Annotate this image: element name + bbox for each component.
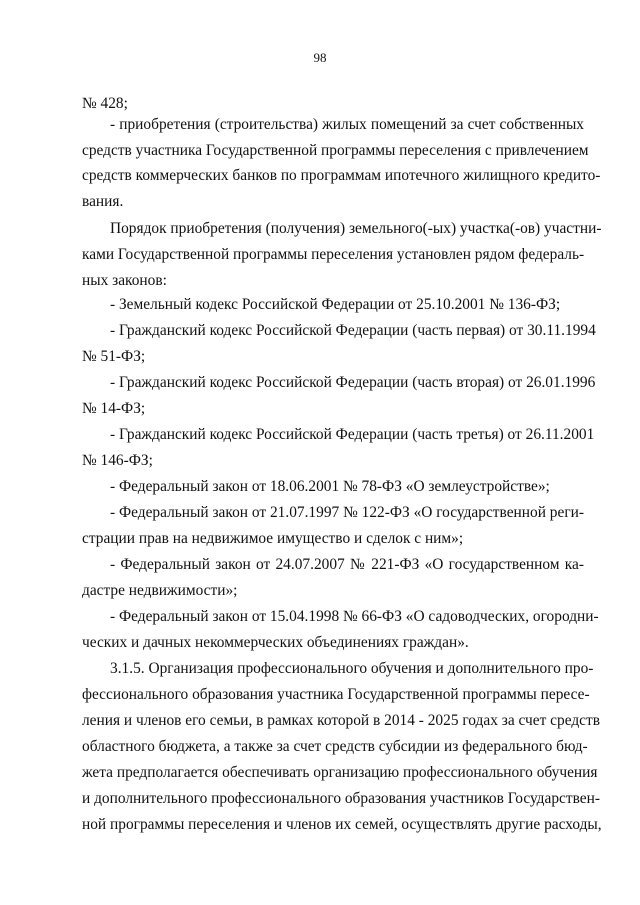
text-line: № 146-ФЗ; xyxy=(82,452,153,469)
text-line: - Федеральный закон от 21.07.1997 № 122-ФЗ «О государственной реги- xyxy=(110,504,584,521)
text-line: ками Государственной программы переселения установлен рядом федераль- xyxy=(82,246,585,263)
text-line: ной программы переселения и членов их семей, осуществлять другие расходы, xyxy=(82,816,602,833)
text-line: и дополнительного профессионального образования участников Государствен- xyxy=(82,790,600,807)
text-line: ческих и дачных некоммерческих объединениях граждан». xyxy=(82,634,469,651)
text-line: - Федеральный закон от 15.04.1998 № 66-ФЗ «О садоводческих, огородни- xyxy=(110,608,599,625)
text-line: - Гражданский кодекс Российской Федерации (часть третья) от 26.11.2001 xyxy=(110,426,595,443)
text-line: страции прав на недвижимое имущество и сделок с ним»; xyxy=(82,530,464,547)
text-line: № 14-ФЗ; xyxy=(82,400,146,417)
text-line: - Земельный кодекс Российской Федерации от 25.10.2001 № 136-ФЗ; xyxy=(110,296,561,313)
page-number: 98 xyxy=(313,50,327,65)
text-line: № 428; xyxy=(82,95,128,112)
text-line: - Гражданский кодекс Российской Федерации (часть вторая) от 26.01.1996 xyxy=(110,374,596,391)
text-line: № 51-ФЗ; xyxy=(82,348,146,365)
text-line: ления и членов его семьи, в рамках которой в 2014 - 2025 годах за счет средств xyxy=(82,712,600,729)
text-line: 3.1.5. Организация профессионального обучения и дополнительного про- xyxy=(110,660,594,677)
text-line: - Федеральный закон от 18.06.2001 № 78-ФЗ «О землеустройстве»; xyxy=(110,478,550,495)
text-line: средств коммерческих банков по программам ипотечного жилищного кредито- xyxy=(82,167,601,184)
text-line: ных законов: xyxy=(82,272,167,289)
text-line: областного бюджета, а также за счет средств субсидии из федерального бюд- xyxy=(82,738,588,755)
text-line: фессионального образования участника Государственной программы пересе- xyxy=(82,686,590,703)
text-line: жета предполагается обеспечивать организацию профессионального обучения xyxy=(82,764,598,781)
text-line: - приобретения (строительства) жилых помещений за счет собственных xyxy=(110,116,584,133)
text-line: - Гражданский кодекс Российской Федерации (часть первая) от 30.11.1994 xyxy=(110,322,596,339)
text-line: дастре недвижимости»; xyxy=(82,582,238,599)
text-line: вания. xyxy=(82,193,124,210)
text-line: средств участника Государственной программы переселения с привлечением xyxy=(82,142,589,159)
text-line: Порядок приобретения (получения) земельного(-ых) участка(-ов) участни- xyxy=(110,220,602,237)
text-line: - Федеральный закон от 24.07.2007 № 221-ФЗ «О государственном ка- xyxy=(110,556,584,573)
